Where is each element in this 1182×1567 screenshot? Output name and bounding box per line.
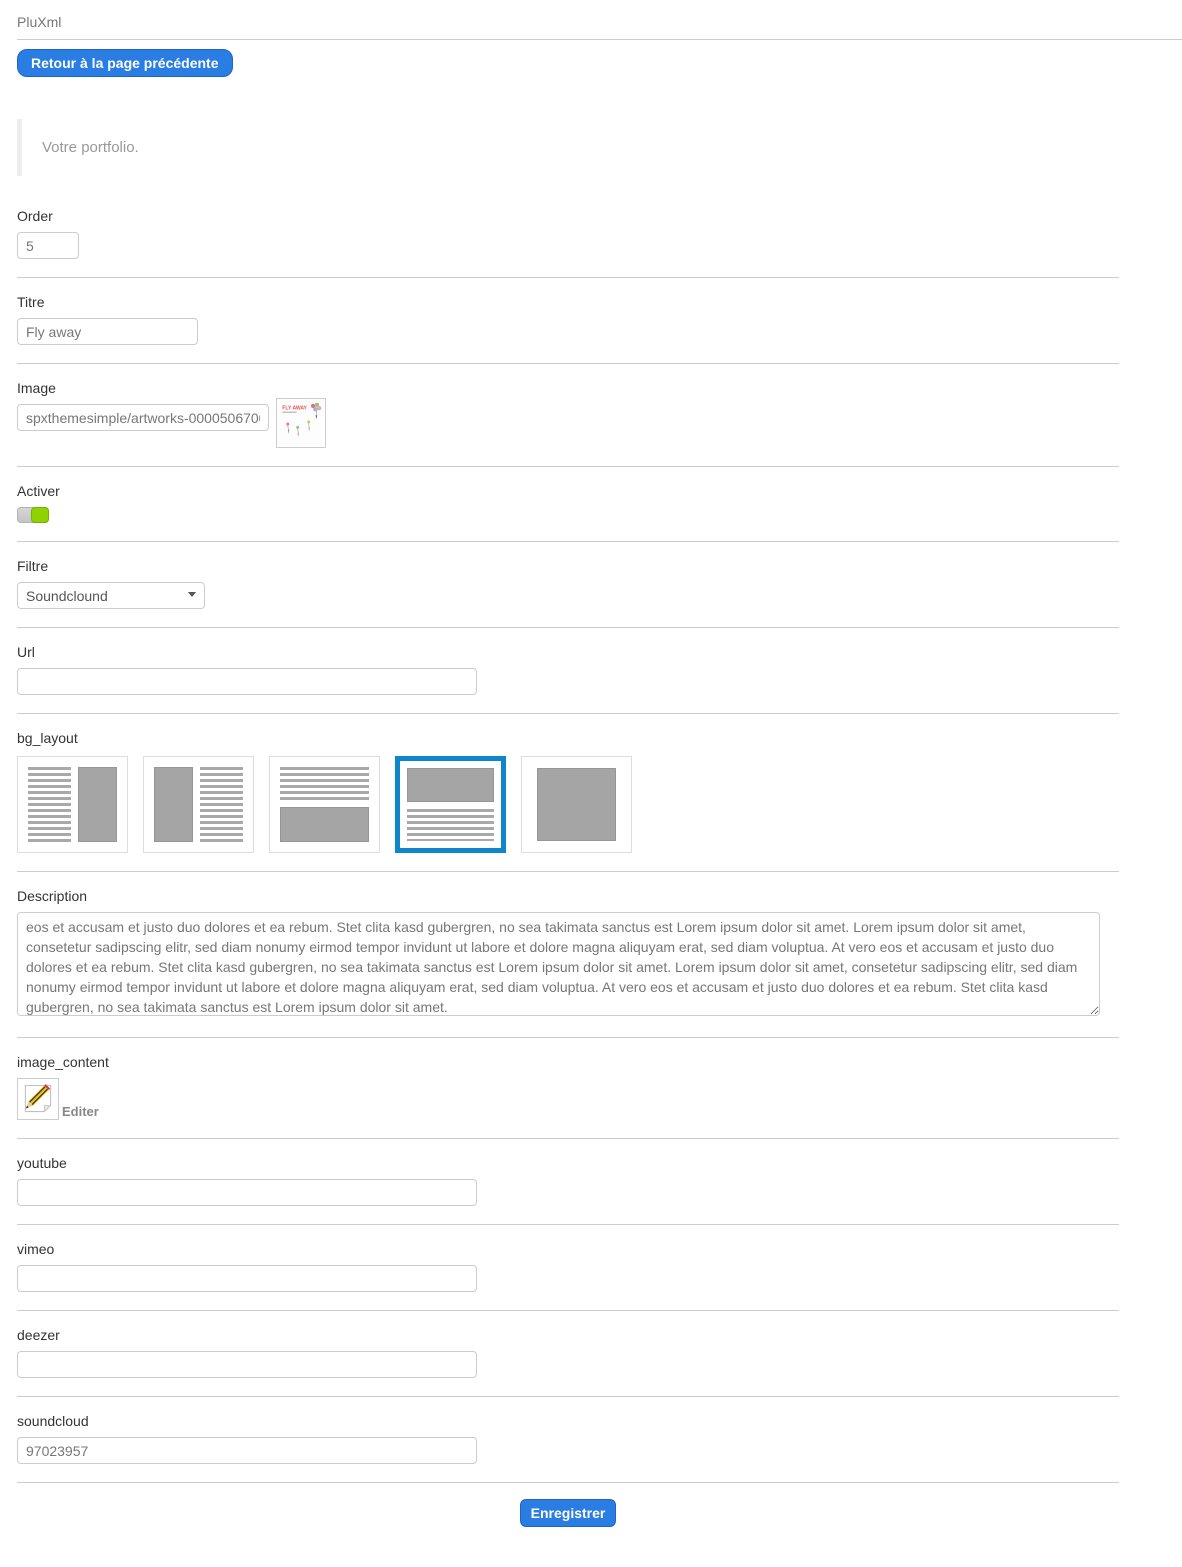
- edit-pencil-icon[interactable]: [17, 1078, 59, 1120]
- layout-text-stripes: [280, 767, 369, 800]
- editer-label: Editer: [62, 1104, 99, 1120]
- field-titre: [17, 294, 1119, 364]
- filtre-select[interactable]: [17, 582, 205, 609]
- divider: [17, 1396, 1119, 1397]
- deezer-input[interactable]: [17, 1351, 477, 1378]
- divider: [17, 466, 1119, 467]
- field-bg-layout: [17, 730, 1119, 872]
- save-button[interactable]: Enregistrer: [520, 1499, 617, 1527]
- field-description: [17, 888, 1119, 1038]
- layout-image-block: [78, 767, 117, 842]
- brand-pluxml[interactable]: PluXml: [17, 14, 1182, 30]
- filtre-label: Filtre: [17, 558, 1119, 574]
- field-activer: [17, 483, 1119, 542]
- image-thumbnail: [276, 398, 326, 448]
- divider: [17, 627, 1119, 628]
- layout-text-stripes: [407, 809, 494, 841]
- url-input[interactable]: [17, 668, 477, 695]
- divider: [17, 1224, 1119, 1225]
- activer-label: Activer: [17, 483, 1119, 499]
- svg-text:FLY AWAY: FLY AWAY: [282, 405, 307, 411]
- layout-text-stripes: [200, 767, 243, 842]
- layout-image-block: [280, 807, 369, 842]
- url-label: Url: [17, 644, 1119, 660]
- description-label: Description: [17, 888, 1119, 904]
- bg-layout-option-image-top-text-bottom[interactable]: [395, 756, 506, 853]
- divider: [17, 713, 1119, 714]
- field-deezer: [17, 1327, 1119, 1397]
- description-textarea[interactable]: [17, 912, 1100, 1016]
- layout-text-stripes: [28, 767, 71, 842]
- bg-layout-option-text-top-image-bottom[interactable]: [269, 756, 380, 853]
- fly-away-artwork: [279, 401, 323, 445]
- divider: [17, 363, 1119, 364]
- bg-layout-options: [17, 756, 1119, 853]
- intro-text: Votre portfolio.: [42, 139, 139, 156]
- field-image: [17, 380, 1119, 467]
- soundcloud-label: soundcloud: [17, 1413, 1119, 1429]
- order-label: Order: [17, 208, 1119, 224]
- youtube-label: youtube: [17, 1155, 1119, 1171]
- field-order: [17, 208, 1119, 278]
- field-youtube: [17, 1155, 1119, 1225]
- divider: [17, 1138, 1119, 1139]
- titre-label: Titre: [17, 294, 1119, 310]
- toggle-knob: [31, 507, 49, 523]
- bg-layout-label: bg_layout: [17, 730, 1119, 746]
- layout-image-block: [154, 767, 193, 842]
- order-input[interactable]: [17, 232, 79, 259]
- soundcloud-input[interactable]: [17, 1437, 477, 1464]
- layout-image-block: [407, 768, 494, 802]
- vimeo-input[interactable]: [17, 1265, 477, 1292]
- image-content-edit-link[interactable]: [17, 1078, 99, 1120]
- field-vimeo: [17, 1241, 1119, 1311]
- divider: [17, 1037, 1119, 1038]
- field-filtre: [17, 558, 1119, 628]
- field-soundcloud: [17, 1413, 1119, 1483]
- main-content: [17, 40, 1119, 1527]
- divider: [17, 871, 1119, 872]
- divider: [17, 1482, 1119, 1483]
- back-button[interactable]: Retour à la page précédente: [17, 49, 233, 77]
- divider: [17, 277, 1119, 278]
- image-path-input[interactable]: [17, 404, 269, 431]
- bg-layout-option-image-only[interactable]: [521, 756, 632, 853]
- field-image-content: [17, 1054, 1119, 1139]
- intro-blockquote: [17, 119, 1119, 176]
- divider: [17, 1310, 1119, 1311]
- deezer-label: deezer: [17, 1327, 1119, 1343]
- bg-layout-option-image-left-text-right[interactable]: [143, 756, 254, 853]
- image-content-label: image_content: [17, 1054, 1119, 1070]
- vimeo-label: vimeo: [17, 1241, 1119, 1257]
- layout-image-block: [537, 768, 616, 841]
- bg-layout-option-text-left-image-right[interactable]: [17, 756, 128, 853]
- titre-input[interactable]: [17, 318, 198, 345]
- youtube-input[interactable]: [17, 1179, 477, 1206]
- activer-toggle[interactable]: [17, 507, 49, 523]
- image-label: Image: [17, 380, 1119, 396]
- field-url: [17, 644, 1119, 714]
- divider: [17, 541, 1119, 542]
